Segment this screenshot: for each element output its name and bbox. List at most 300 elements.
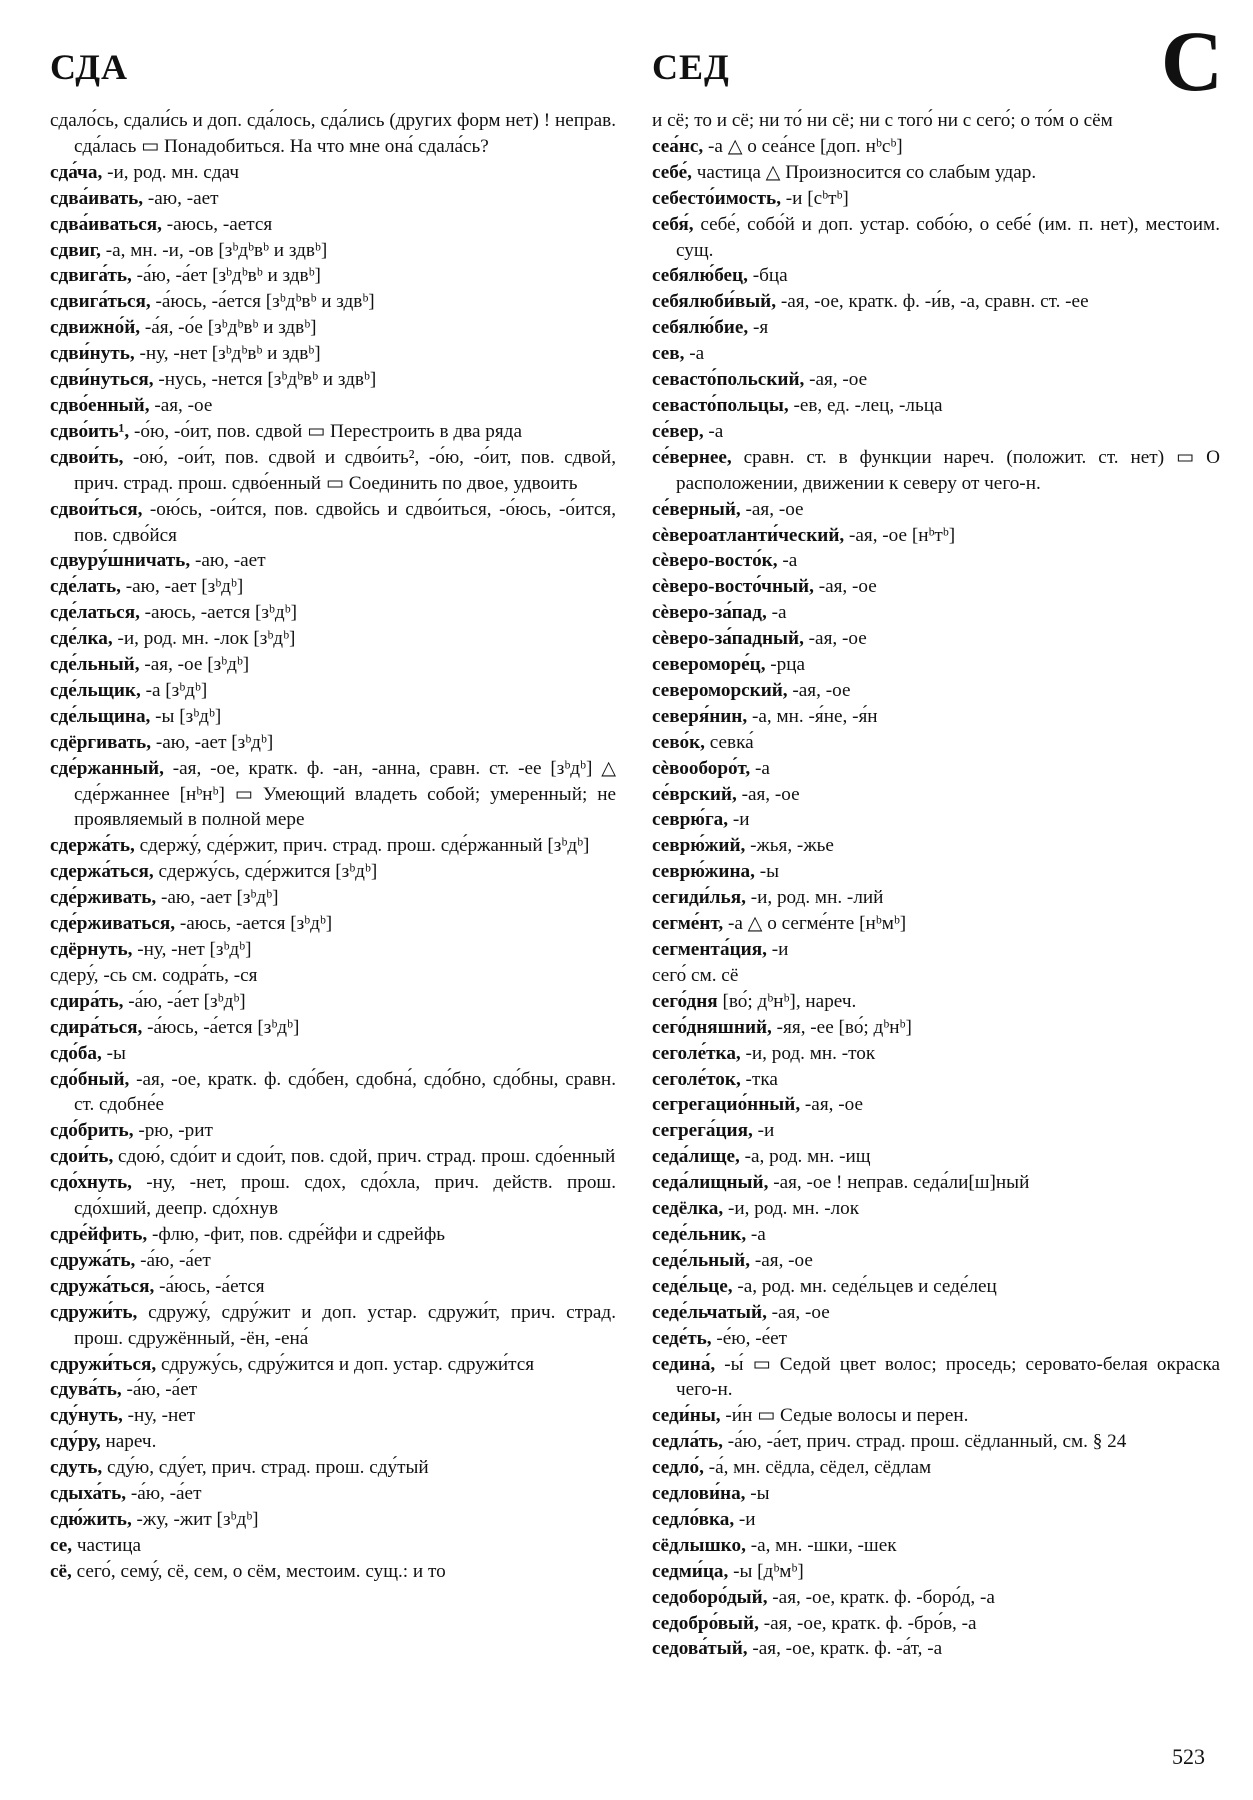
dictionary-entry: [652, 341, 1220, 367]
dictionary-entry: [652, 1041, 1220, 1067]
dictionary-entry: [652, 1067, 1220, 1093]
entry-text: сдружу́сь, сдру́жится и доп. устар. сдружи́тся: [156, 1353, 535, 1375]
entry-text: -ою́сь, -ои́тся, пов. сдвойсь и сдво́иться, -о́юсь, -о́ится, пов. сдво́йся: [74, 498, 616, 546]
dictionary-entry: [50, 497, 616, 549]
dictionary-entry: [50, 445, 616, 497]
dictionary-entry: [50, 1455, 616, 1481]
entry-text: частица: [72, 1534, 141, 1556]
entry-text: -ы [зᵇдᵇ]: [150, 705, 222, 727]
entry-text: -ев, ед. -лец, -льца: [788, 394, 943, 416]
entry-headword: севасто́польский,: [652, 369, 805, 391]
entry-headword: сдре́йфить,: [50, 1223, 148, 1245]
dictionary-entry: [50, 1377, 616, 1403]
entry-text: -я: [748, 317, 769, 339]
entry-headword: сдво́енный,: [50, 394, 150, 416]
dictionary-entry: [50, 393, 616, 419]
entry-headword: сѐверо-восто́чный,: [652, 576, 814, 598]
entry-headword: севрю́жий,: [652, 835, 746, 857]
entry-headword: сев,: [652, 343, 685, 365]
page-number: 523: [1172, 1744, 1205, 1769]
entry-text: -рца: [765, 654, 806, 676]
entry-text: -ая, -ое ! неправ. седа́ли[ш]ный: [768, 1172, 1030, 1194]
entry-headword: се́вернее,: [652, 446, 732, 468]
entry-headword: седла́ть,: [652, 1431, 723, 1453]
dictionary-entry: [50, 678, 616, 704]
dictionary-entry: [50, 730, 616, 756]
right-guide-word: СЕД: [652, 47, 730, 87]
entry-headword: сдю́жить,: [50, 1508, 132, 1530]
entry-headword: седлови́на,: [652, 1483, 746, 1505]
entry-headword: сде́льщина,: [50, 705, 151, 727]
entry-headword: седло́вка,: [652, 1508, 735, 1530]
entry-headword: сдержа́ть,: [50, 835, 135, 857]
entry-text: сду́ю, сду́ет, прич. страд. прош. сду́тый: [102, 1457, 429, 1479]
entry-headword: седоборо́дый,: [652, 1586, 768, 1608]
entry-text: -а́юсь, -а́ется: [154, 1275, 265, 1297]
dictionary-entry: [652, 574, 1220, 600]
entry-text: -а́ю, -а́ет [зᵇдᵇ]: [123, 990, 246, 1012]
entry-headword: седе́льник,: [652, 1223, 747, 1245]
entry-text: -нусь, -нется [зᵇдᵇвᵇ и здвᵇ]: [153, 369, 377, 391]
entry-headword: седи́ны,: [652, 1405, 721, 1427]
dictionary-entry: [652, 1015, 1220, 1041]
entry-text: -а [зᵇдᵇ]: [140, 679, 208, 701]
dictionary-entry: [652, 263, 1220, 289]
dictionary-entry: [652, 963, 1220, 989]
dictionary-entry: [652, 289, 1220, 315]
entry-headword: седа́лище,: [652, 1146, 740, 1168]
entry-headword: седа́лищный,: [652, 1172, 769, 1194]
dictionary-entry: [652, 704, 1220, 730]
entry-text: -ая, -ое, кратк. ф. -и́в, -а, сравн. ст. -ее: [776, 291, 1089, 313]
entry-headword: сегиди́лья,: [652, 887, 746, 909]
dictionary-entry: [50, 833, 616, 859]
entry-headword: сѐверо-за́пад,: [652, 602, 767, 624]
dictionary-entry: [652, 600, 1220, 626]
entry-headword: североморский,: [652, 679, 788, 701]
dictionary-entry: [50, 1403, 616, 1429]
entry-headword: се́вер,: [652, 420, 704, 442]
dictionary-entry: [50, 1274, 616, 1300]
dictionary-entry: [50, 1041, 616, 1067]
entry-text: -аю, -ает [зᵇдᵇ]: [156, 887, 279, 909]
entry-text: -яя, -ее [во́; дᵇнᵇ]: [771, 1016, 912, 1038]
dictionary-entry: [652, 445, 1220, 497]
dictionary-entry: [652, 859, 1220, 885]
entry-headword: сду́нуть,: [50, 1405, 123, 1427]
entry-headword: сегрегацио́нный,: [652, 1094, 801, 1116]
entry-headword: се́верный,: [652, 498, 741, 520]
entry-headword: сеголе́ток,: [652, 1068, 741, 1090]
entry-text: -тка: [740, 1068, 778, 1090]
entry-headword: сде́рживать,: [50, 887, 157, 909]
entry-headword: сде́льщик,: [50, 679, 141, 701]
dictionary-entry: [50, 600, 616, 626]
entry-headword: сѐверо-за́падный,: [652, 628, 804, 650]
dictionary-entry: [50, 419, 616, 445]
entry-text: -а, род. мн. -ищ: [739, 1146, 871, 1168]
right-column: [652, 108, 1220, 1662]
dictionary-entry: [652, 807, 1220, 833]
dictionary-entry: [652, 1533, 1220, 1559]
dictionary-entry: [652, 1274, 1220, 1300]
dictionary-entry: [50, 885, 616, 911]
entry-text: -аю, -ает [зᵇдᵇ]: [120, 576, 244, 598]
dictionary-entry: [652, 497, 1220, 523]
entry-headword: сдержа́ться,: [50, 861, 154, 883]
dictionary-entry: [50, 548, 616, 574]
entry-headword: сдвуру́шничать,: [50, 550, 191, 572]
entry-text: -аюсь, -ается: [161, 213, 273, 235]
entry-headword: сдира́ться,: [50, 1016, 143, 1038]
dictionary-entry: [50, 160, 616, 186]
entry-text: -ая, -ое, кратк. ф. -боро́д, -а: [767, 1586, 995, 1608]
entry-headword: себя́,: [652, 213, 694, 235]
entry-text: -а: [777, 550, 798, 572]
entry-text: -а́, мн. сёдла, сёдел, сёдлам: [703, 1457, 932, 1479]
dictionary-entry: [50, 989, 616, 1015]
entry-text: -ая, -ое: [800, 1094, 863, 1116]
dictionary-entry: [50, 963, 616, 989]
entry-text: сего́, сему́, сё, сем, о сём, местоим. сущ.: и то: [71, 1560, 446, 1582]
entry-text: -ы [дᵇмᵇ]: [728, 1560, 804, 1582]
entry-headword: сдо́бный,: [50, 1068, 130, 1090]
dictionary-entry: [50, 859, 616, 885]
entry-text: -а: [750, 757, 770, 779]
entry-text: -а: [684, 343, 705, 365]
dictionary-entry: [50, 367, 616, 393]
entry-text: -а, мн. -я́не, -я́н: [747, 705, 878, 727]
entry-headword: северя́нин,: [652, 705, 748, 727]
entry-text: -и: [728, 809, 750, 831]
entry-headword: сдва́ивать,: [50, 187, 144, 209]
dictionary-entry: [50, 341, 616, 367]
entry-text: себе́, собо́й и доп. устар. собо́ю, о себе́ (им. п. нет), местоим. сущ.: [676, 213, 1220, 261]
entry-text: -ая, -ое: [149, 394, 213, 416]
dictionary-entry: [50, 1222, 616, 1248]
entry-headword: сде́льный,: [50, 654, 140, 676]
entry-text: -ну, -нет [зᵇдᵇвᵇ и здвᵇ]: [134, 343, 321, 365]
entry-headword: сдво́ить¹,: [50, 420, 130, 442]
entry-text: -ая, -ое: [813, 576, 877, 598]
entry-text: -ою́, -ои́т, пов. сдвой и сдво́ить², -о́ю, -о́ит, пов. сдвой, прич. страд. прош. сдво́енный ▭ Соединить по двое, удвоить: [74, 446, 616, 494]
entry-headword: севасто́польцы,: [652, 394, 789, 416]
dictionary-entry: [50, 1248, 616, 1274]
dictionary-entry: [652, 1352, 1220, 1404]
dictionary-entry: [652, 1144, 1220, 1170]
entry-headword: сдва́иваться,: [50, 213, 162, 235]
entry-text: -аю, -ает: [143, 187, 219, 209]
dictionary-entry: [652, 523, 1220, 549]
entry-text: нареч.: [100, 1431, 157, 1453]
entry-headword: сдвига́ть,: [50, 265, 132, 287]
entry-headword: сдо́брить,: [50, 1120, 134, 1142]
dictionary-entry: [652, 1429, 1220, 1455]
entry-headword: сего́дня: [652, 990, 718, 1012]
entry-text: -ая, -ое: [736, 783, 800, 805]
entry-headword: сда́ча,: [50, 161, 103, 183]
entry-headword: себялю́бие,: [652, 317, 749, 339]
entry-headword: сдвои́ть,: [50, 446, 124, 468]
dictionary-entry: [652, 937, 1220, 963]
entry-text: -а́юсь, -а́ется [зᵇдᵇвᵇ и здвᵇ]: [150, 291, 375, 313]
page-header: [0, 13, 1253, 118]
entry-headword: сдви́нуться,: [50, 369, 154, 391]
entry-headword: седобро́вый,: [652, 1612, 759, 1634]
entry-headword: сдува́ть,: [50, 1379, 122, 1401]
entry-headword: сдо́ба,: [50, 1042, 102, 1064]
entry-headword: седми́ца,: [652, 1560, 729, 1582]
entry-text: -аюсь, -ается [зᵇдᵇ]: [175, 913, 333, 935]
entry-text: -ну, -нет, прош. сдох, сдо́хла, прич. действ. прош. сдо́хший, деепр. сдо́хнув: [74, 1172, 616, 1220]
entry-text: -а́ю, -а́ет: [126, 1483, 202, 1505]
entry-text: -ну, -нет [зᵇдᵇ]: [132, 939, 252, 960]
dictionary-entry: [652, 160, 1220, 186]
dictionary-entry: [50, 1481, 616, 1507]
entry-headword: сдёрнуть,: [50, 939, 133, 960]
entry-headword: седе́льный,: [652, 1249, 751, 1271]
entry-headword: седина́,: [652, 1353, 716, 1375]
entry-text: -а́ю, -а́ет: [121, 1379, 198, 1401]
dictionary-entry: [652, 1585, 1220, 1611]
dictionary-entry: [652, 1222, 1220, 1248]
dictionary-entry: [652, 212, 1220, 264]
dictionary-entry: [50, 1067, 616, 1119]
entry-text: -ы: [745, 1483, 770, 1505]
entry-text: -е́ю, -е́ет: [711, 1327, 788, 1349]
entry-text: -а △ о сегме́нте [нᵇмᵇ]: [723, 913, 907, 935]
dictionary-entry: [652, 626, 1220, 652]
dictionary-entry: [652, 419, 1220, 445]
dictionary-entry: [652, 367, 1220, 393]
entry-headword: севрю́жина,: [652, 861, 755, 883]
dictionary-entry: [50, 574, 616, 600]
dictionary-entry: [652, 393, 1220, 419]
entry-headword: сдо́хнуть,: [50, 1172, 132, 1194]
dictionary-entry: [652, 108, 1220, 134]
entry-text: -о́ю, -о́ит, пов. сдвой ▭ Перестроить в два ряда: [129, 420, 522, 442]
dictionary-entry: [652, 1170, 1220, 1196]
entry-headword: сде́ржанный,: [50, 757, 164, 779]
entry-headword: сево́к,: [652, 731, 705, 753]
entry-text: сдержу́сь, сде́ржится [зᵇдᵇ]: [153, 861, 378, 883]
entry-headword: сдёргивать,: [50, 731, 152, 753]
entry-headword: сде́лка,: [50, 628, 113, 650]
entry-text: -и́н ▭ Седые волосы и перен.: [720, 1405, 969, 1427]
dictionary-entry: [652, 756, 1220, 782]
entry-text: сдержу́, сде́ржит, прич. страд. прош. сде́ржанный [зᵇдᵇ]: [134, 835, 590, 857]
entry-text: -а, мн. -и, -ов [зᵇдᵇвᵇ и здвᵇ]: [100, 239, 328, 261]
entry-text: -ы: [101, 1042, 126, 1064]
entry-text: -аю, -ает: [190, 550, 266, 572]
dictionary-entry: [652, 134, 1220, 160]
entry-text: -и, род. мн. сдач: [102, 161, 239, 183]
entry-text: -аю, -ает [зᵇдᵇ]: [151, 731, 274, 753]
dictionary-entry: [50, 238, 616, 264]
entry-text: -а, род. мн. седе́льцев и седе́лец: [732, 1275, 997, 1297]
left-column: [50, 108, 616, 1585]
entry-headword: сёдлышко,: [652, 1534, 746, 1556]
entry-headword: сдира́ть,: [50, 990, 124, 1012]
dictionary-entry: [652, 1507, 1220, 1533]
entry-text: -аюсь, -ается [зᵇдᵇ]: [139, 602, 297, 624]
dictionary-entry: [652, 782, 1220, 808]
dictionary-entry: [50, 1118, 616, 1144]
section-letter: С: [1160, 13, 1223, 109]
entry-headword: сдвижно́й,: [50, 317, 141, 339]
dictionary-entry: [50, 911, 616, 937]
entry-text: -ая, -ое, кратк. ф. -а́т, -а: [747, 1638, 943, 1660]
left-guide-word: СДА: [50, 47, 128, 87]
entry-headword: сдвига́ться,: [50, 291, 151, 313]
entry-text: -ы: [754, 861, 779, 883]
entry-headword: сдви́нуть,: [50, 343, 135, 365]
dictionary-entry: [50, 626, 616, 652]
entry-text: -и: [766, 939, 789, 960]
entry-headword: сдвиг,: [50, 239, 101, 261]
entry-text: сдало́сь, сдали́сь и доп. сда́лось, сда́лись (других форм нет) ! неправ. сда́лась ▭ Понадобиться. На что мне она́ сдала́сь?: [50, 110, 616, 157]
entry-text: -и, род. мн. -лок: [723, 1198, 860, 1220]
entry-text: -а, мн. -шки, -шек: [745, 1534, 897, 1556]
entry-headword: седёлка,: [652, 1198, 724, 1220]
entry-text: сдружу́, сдру́жит и доп. устар. сдружи́т, прич. страд. прош. сдружённый, -ён, -ена́: [74, 1301, 616, 1349]
entry-text: -и: [752, 1120, 775, 1142]
entry-text: -ая, -ое, кратк. ф. сдо́бен, сдобна́, сдо́бно, сдо́бны, сравн. ст. сдобне́е: [74, 1068, 616, 1116]
dictionary-entry: [50, 186, 616, 212]
entry-text: сдою́, сдо́ит и сдои́т, пов. сдой, прич. страд. прош. сдо́енный: [113, 1146, 616, 1168]
entry-text: -и, род. мн. -ток: [740, 1042, 876, 1064]
entry-text: [во́; дᵇнᵇ], нареч.: [717, 990, 857, 1012]
entry-headword: сдружа́ть,: [50, 1249, 136, 1271]
entry-text: -ая, -ое: [750, 1249, 813, 1271]
dictionary-entry: [50, 315, 616, 341]
entry-headword: седе́льчатый,: [652, 1301, 767, 1323]
entry-text: -рю, -рит: [133, 1120, 213, 1142]
dictionary-entry: [652, 989, 1220, 1015]
dictionary-entry: [50, 289, 616, 315]
entry-text: -а́ю, -а́ет: [135, 1249, 211, 1271]
entry-headword: сё,: [50, 1560, 72, 1582]
entry-text: сдеру́, -сь см. содра́ть, -ся: [50, 964, 258, 986]
entry-text: -ая, -ое [нᵇтᵇ]: [844, 524, 956, 546]
dictionary-entry: [652, 315, 1220, 341]
dictionary-entry: [50, 108, 616, 160]
entry-text: -и, род. мн. -лок [зᵇдᵇ]: [112, 628, 296, 650]
entry-text: сравн. ст. в функции нареч. (положит. ст. нет) ▭ О расположении, движении к северу от чего-н.: [676, 446, 1220, 494]
dictionary-entry: [652, 1455, 1220, 1481]
entry-text: -ая, -ое: [803, 628, 867, 650]
entry-headword: сде́латься,: [50, 602, 140, 624]
entry-headword: себялюби́вый,: [652, 291, 777, 313]
dictionary-entry: [652, 1300, 1220, 1326]
entry-headword: сегрега́ция,: [652, 1120, 753, 1142]
dictionary-entry: [652, 548, 1220, 574]
entry-text: -ая, -ое, кратк. ф. -ан, -анна, сравн. ст. -ее [зᵇдᵇ] △ сде́ржаннее [нᵇнᵇ] ▭ Умеющий владеть собой; умеренный; не проявляемый в полной мере: [74, 757, 616, 831]
dictionary-entry: [652, 911, 1220, 937]
entry-headword: седе́ть,: [652, 1327, 712, 1349]
entry-headword: себялю́бец,: [652, 265, 748, 287]
entry-headword: сеголе́тка,: [652, 1042, 741, 1064]
dictionary-entry: [50, 1507, 616, 1533]
entry-text: -а: [746, 1223, 766, 1245]
entry-text: сего́ см. сё: [652, 964, 739, 986]
entry-headword: сегме́нт,: [652, 913, 724, 935]
dictionary-entry: [50, 1300, 616, 1352]
entry-text: -жья, -жье: [745, 835, 834, 857]
dictionary-entry: [50, 1352, 616, 1378]
entry-text: -а: [703, 420, 724, 442]
dictionary-entry: [652, 1092, 1220, 1118]
entry-headword: себе́,: [652, 161, 692, 183]
dictionary-entry: [50, 937, 616, 963]
dictionary-entry: [50, 1170, 616, 1222]
dictionary-entry: [652, 885, 1220, 911]
dictionary-entry: [652, 1611, 1220, 1637]
entry-text: -ая, -ое: [766, 1301, 830, 1323]
dictionary-entry: [50, 212, 616, 238]
entry-headword: сдвои́ться,: [50, 498, 143, 520]
dictionary-entry: [652, 1196, 1220, 1222]
dictionary-entry: [50, 1144, 616, 1170]
dictionary-entry: [50, 704, 616, 730]
entry-text: -а △ о сеа́нсе [доп. нᵇсᵇ]: [703, 135, 903, 157]
entry-headword: сде́рживаться,: [50, 913, 176, 935]
dictionary-entry: [652, 1481, 1220, 1507]
entry-text: -и [сᵇтᵇ]: [781, 187, 849, 209]
dictionary-entry: [50, 652, 616, 678]
entry-text: -жу, -жит [зᵇдᵇ]: [131, 1508, 259, 1530]
entry-text: и сё; то и сё; ни то́ ни сё; ни с того́ ни с сего́; о то́м о сём: [652, 110, 1113, 131]
entry-headword: сего́дняшний,: [652, 1016, 772, 1038]
entry-headword: сѐверо-восто́к,: [652, 550, 778, 572]
dictionary-entry: [652, 678, 1220, 704]
entry-text: -флю, -фит, пов. сдре́йфи и сдрейфь: [147, 1223, 446, 1245]
entry-text: -ая, -ое: [740, 498, 804, 520]
dictionary-entry: [652, 186, 1220, 212]
dictionary-entry: [50, 263, 616, 289]
entry-headword: сде́лать,: [50, 576, 121, 598]
entry-text: севка́: [704, 731, 754, 753]
entry-text: -ы́ ▭ Седой цвет волос; проседь; серовато-белая окраска чего-н.: [676, 1353, 1220, 1401]
entry-text: -бца: [747, 265, 788, 287]
entry-headword: сдыха́ть,: [50, 1483, 127, 1505]
dictionary-entry: [652, 652, 1220, 678]
entry-text: частица △ Произносится со слабым удар.: [691, 161, 1037, 183]
entry-headword: сдои́ть,: [50, 1146, 114, 1168]
entry-headword: сдружа́ться,: [50, 1275, 155, 1297]
dictionary-entry: [652, 833, 1220, 859]
dictionary-entry: [652, 1636, 1220, 1662]
dictionary-entry: [652, 1326, 1220, 1352]
entry-headword: сдружи́ть,: [50, 1301, 138, 1323]
dictionary-entry: [50, 756, 616, 834]
entry-text: -ая, -ое: [804, 369, 868, 391]
entry-text: -и, род. мн. -лий: [745, 887, 884, 909]
entry-text: -а́юсь, -а́ется [зᵇдᵇ]: [142, 1016, 300, 1038]
entry-headword: себесто́имость,: [652, 187, 781, 209]
dictionary-entry: [50, 1429, 616, 1455]
entry-text: -а́ю, -а́ет, прич. страд. прош. сёдланный, см. § 24: [722, 1431, 1127, 1453]
entry-text: -ая, -ое: [787, 679, 851, 701]
entry-headword: сеа́нс,: [652, 135, 704, 157]
dictionary-entry: [652, 1118, 1220, 1144]
entry-text: -ну, -нет: [122, 1405, 196, 1427]
dictionary-entry: [50, 1015, 616, 1041]
dictionary-entry: [652, 1403, 1220, 1429]
dictionary-entry: [50, 1559, 616, 1585]
dictionary-entry: [652, 730, 1220, 756]
entry-headword: седова́тый,: [652, 1638, 748, 1660]
